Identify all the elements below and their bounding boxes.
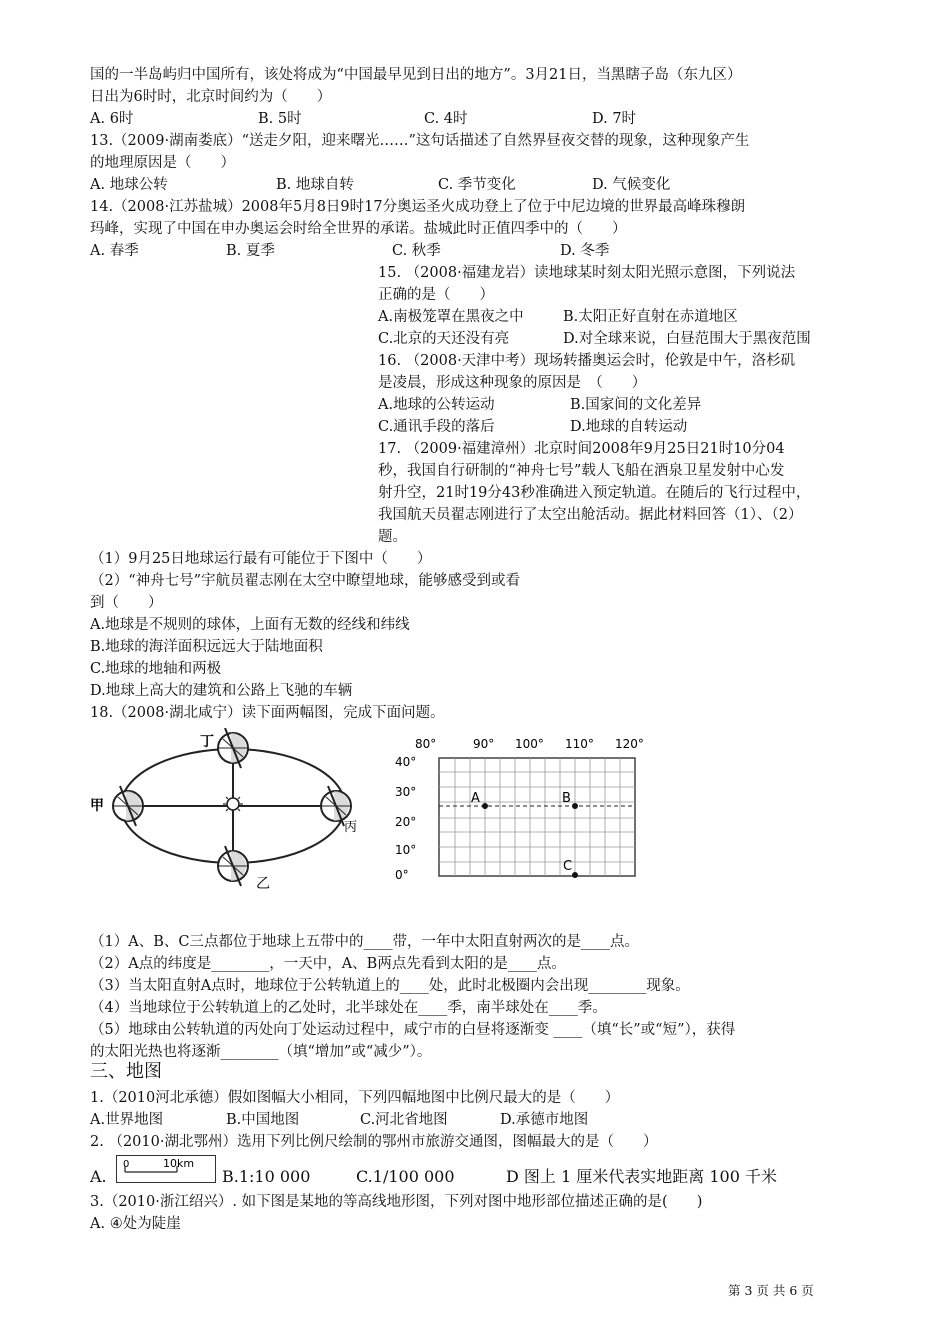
option-b: B.地球的海洋面积远远大于陆地面积 <box>90 639 323 655</box>
option-a: A. 6时 <box>90 111 134 127</box>
option-c: C.地球的地轴和两极 <box>90 661 222 677</box>
label-ding: 丁 <box>200 734 214 750</box>
question-15: 15. （2008·福建龙岩）读地球某时刻太阳光照示意图，下列说法 <box>378 265 796 281</box>
sun-icon <box>223 794 243 814</box>
fill-question-5: （5）地球由公转轨道的丙处向丁处运动过程中，咸宁市的白昼将逐渐变 ____（填“长”或“短”），获得 <box>90 1022 736 1038</box>
option-d: D.地球的自转运动 <box>570 419 688 435</box>
map-question-1: 1.（2010河北承德）假如图幅大小相同，下列四幅地图中比例尺最大的是（ ） <box>90 1090 620 1106</box>
text-line: 我国航天员翟志刚进行了太空出舱活动。据此材料回答（1）、（2） <box>378 507 803 523</box>
map-question-3: 3.（2010·浙江绍兴）. 如下图是某地的等高线地形图，下列对图中地形部位描述正确的是( ) <box>90 1194 703 1210</box>
grid-frame <box>439 758 635 876</box>
option-b: B.太阳正好直射在赤道地区 <box>563 309 738 325</box>
option-d: D.承德市地图 <box>500 1112 589 1128</box>
sub-question-1: （1）9月25日地球运行最有可能位于下图中（ ） <box>90 551 432 567</box>
option-d: D 图上 1 厘米代表实地距离 100 千米 <box>506 1167 777 1186</box>
option-d: D. 冬季 <box>560 243 610 259</box>
lat-label: 20° <box>395 815 417 829</box>
question-14: 14.（2008·江苏盐城）2008年5月8日9时17分奥运圣火成功登上了位于中尼边境的世界最高峰珠穆朗 <box>90 199 746 215</box>
text-line: 正确的是（ ） <box>378 287 494 303</box>
text-line: 的太阳光热也将逐渐________（填“增加”或“减少”）。 <box>90 1044 432 1060</box>
point-a <box>482 803 488 809</box>
point-b-label: B <box>562 791 571 806</box>
lon-label: 110° <box>565 737 594 751</box>
option-c: C.北京的天还没有亮 <box>378 331 510 347</box>
option-d: D. 气候变化 <box>592 177 671 193</box>
scale-bar-box <box>116 1155 216 1183</box>
latlon-grid-map <box>395 736 665 886</box>
lon-label: 100° <box>515 737 544 751</box>
lon-label: 80° <box>415 737 437 751</box>
text-line: 的地理原因是（ ） <box>90 155 235 171</box>
label-jia: 甲 <box>90 798 104 814</box>
grid-lines <box>439 758 635 876</box>
option-b: B. 夏季 <box>226 243 275 259</box>
option-a: A.世界地图 <box>90 1112 164 1128</box>
text-line: 是凌晨，形成这种现象的原因是 （ ） <box>378 375 647 391</box>
sub-question-2: （2）“神舟七号”宇航员翟志刚在太空中瞭望地球，能够感受到或看 <box>90 573 521 589</box>
text-line: 射升空，21时19分43秒准确进入预定轨道。在随后的飞行过程中， <box>378 485 811 501</box>
option-c: C.河北省地图 <box>360 1112 448 1128</box>
scale-label: 10km <box>163 1157 195 1170</box>
question-18: 18.（2008·湖北咸宁）读下面两幅图，完成下面问题。 <box>90 705 445 721</box>
option-b: B.1:10 000 <box>222 1167 311 1186</box>
option-a: A. 地球公转 <box>90 177 168 193</box>
scale-bar <box>117 1156 215 1182</box>
orbit-diagram <box>90 728 375 890</box>
text-line: 到（ ） <box>90 595 163 611</box>
question-16: 16. （2008·天津中考）现场转播奥运会时，伦敦是中午，洛杉矶 <box>378 353 796 369</box>
point-c-label: C <box>563 859 573 874</box>
earth-icon-bottom <box>218 846 248 886</box>
option-b: B. 地球自转 <box>276 177 354 193</box>
option-a: A.南极笼罩在黑夜之中 <box>378 309 524 325</box>
option-d: D.地球上高大的建筑和公路上飞驰的车辆 <box>90 683 353 699</box>
earth-icon-left <box>113 786 143 826</box>
map-question-2: 2. （2010·湖北鄂州）选用下列比例尺绘制的鄂州市旅游交通图，图幅最大的是（ ） <box>90 1134 658 1150</box>
text-line: 国的一半岛屿归中国所有，该处将成为“中国最早见到日出的地方”。3月21日，当黑瞎子岛（东九区） <box>90 67 742 83</box>
earth-icon-top <box>218 728 248 768</box>
lon-label: 90° <box>473 737 495 751</box>
option-d: D. 7时 <box>592 111 637 127</box>
option-a: A.地球的公转运动 <box>378 397 495 413</box>
option-c: C.1/100 000 <box>356 1167 455 1186</box>
option-a: A.地球是不规则的球体，上面有无数的经线和纬线 <box>90 617 410 633</box>
text-line: 日出为6时时，北京时间约为（ ） <box>90 89 332 105</box>
label-bing: 丙 <box>344 820 358 835</box>
point-a-label: A <box>471 791 480 806</box>
option-c: C. 季节变化 <box>438 177 516 193</box>
option-a: A. ④处为陡崖 <box>90 1216 181 1232</box>
fill-question-4: （4）当地球位于公转轨道上的乙处时，北半球处在____季，南半球处在____季。 <box>90 1000 607 1016</box>
option-d: D.对全球来说，白昼范围大于黑夜范围 <box>563 331 811 347</box>
fill-question-1: （1）A、B、C三点都位于地球上五带中的____带，一年中太阳直射两次的是____点。 <box>90 934 639 950</box>
lat-label: 10° <box>395 843 417 857</box>
label-yi: 乙 <box>256 876 270 890</box>
text-line: 秒，我国自行研制的“神舟七号”载人飞船在酒泉卫星发射中心发 <box>378 463 785 479</box>
option-b: B.中国地图 <box>226 1112 300 1128</box>
option-a: A. 春季 <box>90 243 139 259</box>
option-c: C. 秋季 <box>392 243 441 259</box>
option-b: B. 5时 <box>258 111 302 127</box>
lat-label: 30° <box>395 785 417 799</box>
section-heading: 三、地图 <box>90 1061 162 1082</box>
option-a: A. <box>90 1167 107 1186</box>
lon-label: 120° <box>615 737 644 751</box>
option-b: B.国家间的文化差异 <box>570 397 702 413</box>
option-c: C. 4时 <box>424 111 468 127</box>
fill-question-3: （3）当太阳直射A点时，地球位于公转轨道上的____处，此时北极圈内会出现________现象。 <box>90 978 690 994</box>
page-footer: 第 3 页 共 6 页 <box>728 1283 814 1298</box>
scale-zero: 0 <box>123 1159 130 1170</box>
text-line: 题。 <box>378 529 407 545</box>
lat-label: 0° <box>395 868 409 882</box>
fill-question-2: （2）A点的纬度是________，一天中，A、B两点先看到太阳的是____点。 <box>90 956 566 972</box>
question-17: 17. （2009·福建漳州）北京时间2008年9月25日21时10分04 <box>378 441 785 457</box>
point-c <box>572 872 578 878</box>
lat-label: 40° <box>395 755 417 769</box>
text-line: 玛峰，实现了中国在申办奥运会时给全世界的承诺。盐城此时正值四季中的（ ） <box>90 221 627 237</box>
point-b <box>572 803 578 809</box>
question-13: 13.（2009·湖南娄底）“送走夕阳，迎来曙光……”这句话描述了自然界昼夜交替的现象，这种现象产生 <box>90 133 750 149</box>
option-c: C.通讯手段的落后 <box>378 419 495 435</box>
